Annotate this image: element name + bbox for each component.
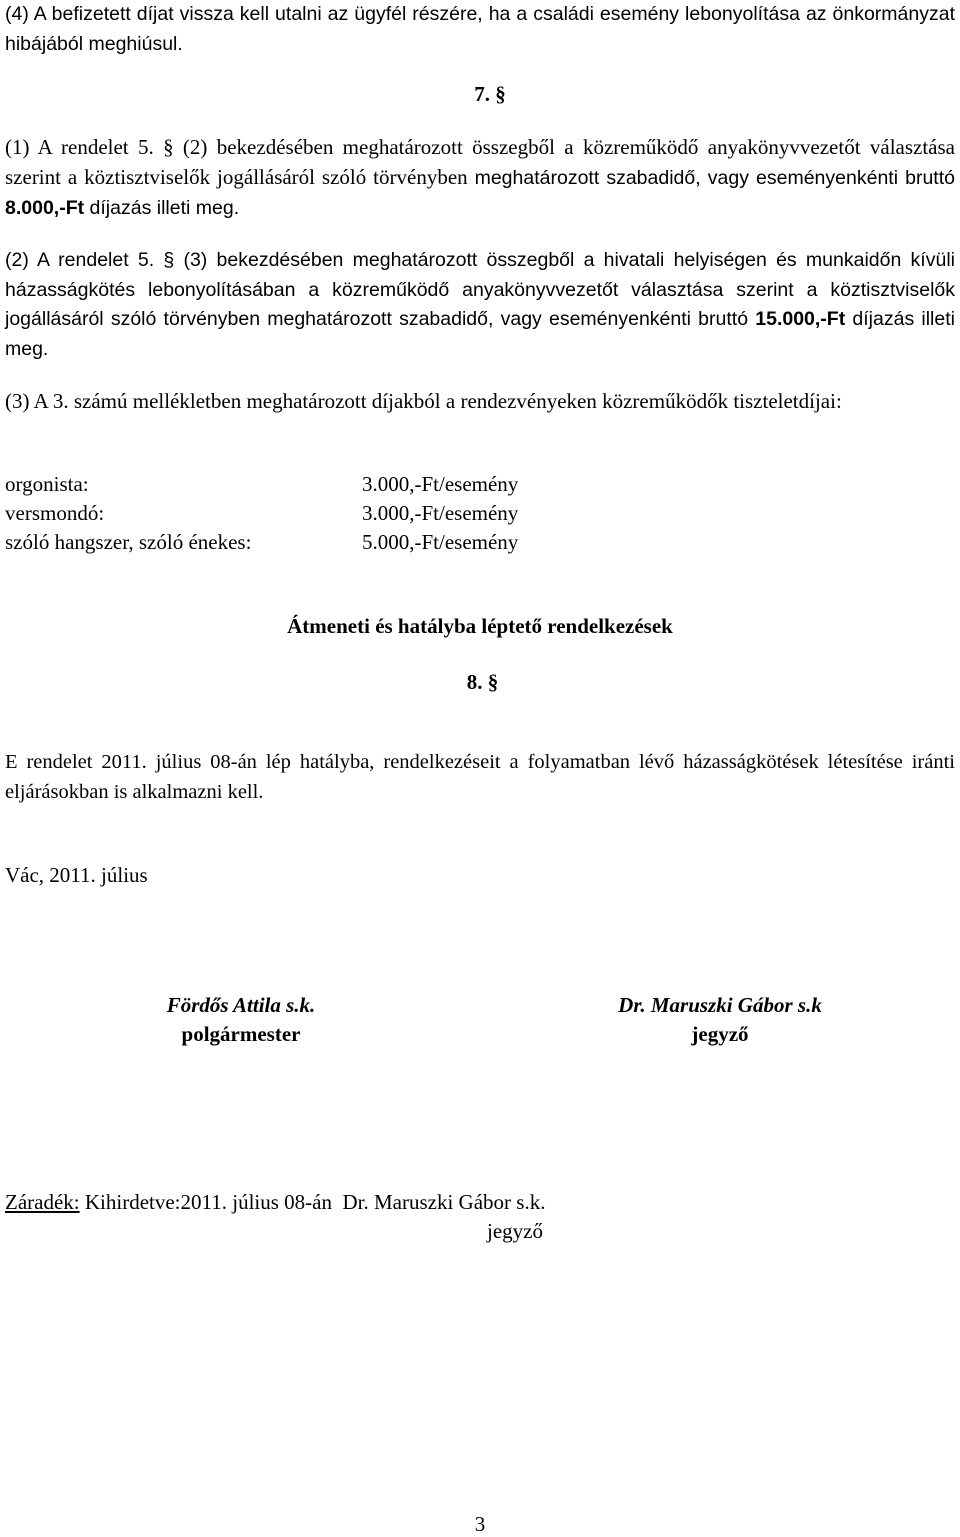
- paragraph-2-text-b: díjazás illeti meg.: [5, 308, 955, 360]
- paragraph-1-amount: 8.000,-Ft: [5, 197, 85, 219]
- paragraph-4-text: (4) A befizetett díjat vissza kell utalni az ügyfél részére, ha a családi esemény lebonyolítása az önkormányzat hibájából meghiúsul.: [5, 3, 955, 55]
- paragraph-effect-text: E rendelet 2011. július 08-án lép hatályba, rendelkezéseit a folyamatban lévő házasságkötések létesítése iránti eljárásokban is alkalmazni kell.: [5, 751, 955, 803]
- transitional-heading: Átmeneti és hatályba léptető rendelkezések: [287, 614, 673, 638]
- signature-notary: [570, 991, 870, 1049]
- paragraph-2: [5, 246, 955, 364]
- paragraph-3: [5, 387, 955, 417]
- clause-text: Kihirdetve:2011. július 08-án Dr. Maruszki Gábor s.k.: [79, 1190, 546, 1214]
- signature-mayor: [91, 991, 391, 1049]
- fee-label: versmondó:: [5, 501, 105, 525]
- paragraph-1-text-a: (1) A rendelet 5. § (2) bekezdésében meghatározott összegből a közreműködő anyakönyvvezetőt választása szerint a köztisztviselők jogállásáról szóló törvényben: [5, 135, 955, 189]
- place-date: Vác, 2011. július: [5, 863, 148, 887]
- section-7-heading: 7. §: [474, 82, 506, 106]
- paragraph-3-text: (3) A 3. számú mellékletben meghatározott díjakból a rendezvényeken közreműködők tiszteletdíjai:: [5, 389, 842, 413]
- fee-label: szóló hangszer, szóló énekes:: [5, 530, 252, 554]
- paragraph-1-text-b: meghatározott szabadidő, vagy eseményenkénti bruttó: [474, 166, 955, 189]
- fee-value: 3.000,-Ft/esemény: [362, 472, 519, 496]
- signature-title: polgármester: [181, 1022, 301, 1046]
- section-8-heading: 8. §: [466, 670, 499, 694]
- clause-role: jegyző: [487, 1219, 543, 1243]
- paragraph-effect: [5, 748, 955, 807]
- paragraph-1: [5, 133, 955, 224]
- page-number: 3: [474, 1512, 486, 1536]
- paragraph-1-text-c: díjazás illeti meg.: [84, 197, 240, 219]
- paragraph-2-text-a: (2) A rendelet 5. § (3) bekezdésében meghatározott összegből a hivatali helyiségen és munkaidőn kívüli házasságkötés lebonyolításában a közreműködő anyakönyvvezetőt választása szerint a köztisztviselők jogállásáról szóló törvényben meghatározott szabadidő, vagy eseményenkénti bruttó: [5, 249, 955, 330]
- fee-label: orgonista:: [5, 472, 89, 496]
- paragraph-4: [5, 0, 955, 59]
- signature-name: Fördős Attila s.k.: [166, 993, 316, 1017]
- paragraph-2-amount: 15.000,-Ft: [755, 308, 846, 330]
- fee-value: 3.000,-Ft/esemény: [362, 501, 519, 525]
- signature-title: jegyző: [691, 1022, 749, 1046]
- clause-line: [5, 1188, 545, 1217]
- clause-label: Záradék:: [5, 1190, 80, 1214]
- fee-value: 5.000,-Ft/esemény: [362, 530, 519, 554]
- signature-name: Dr. Maruszki Gábor s.k: [618, 993, 822, 1017]
